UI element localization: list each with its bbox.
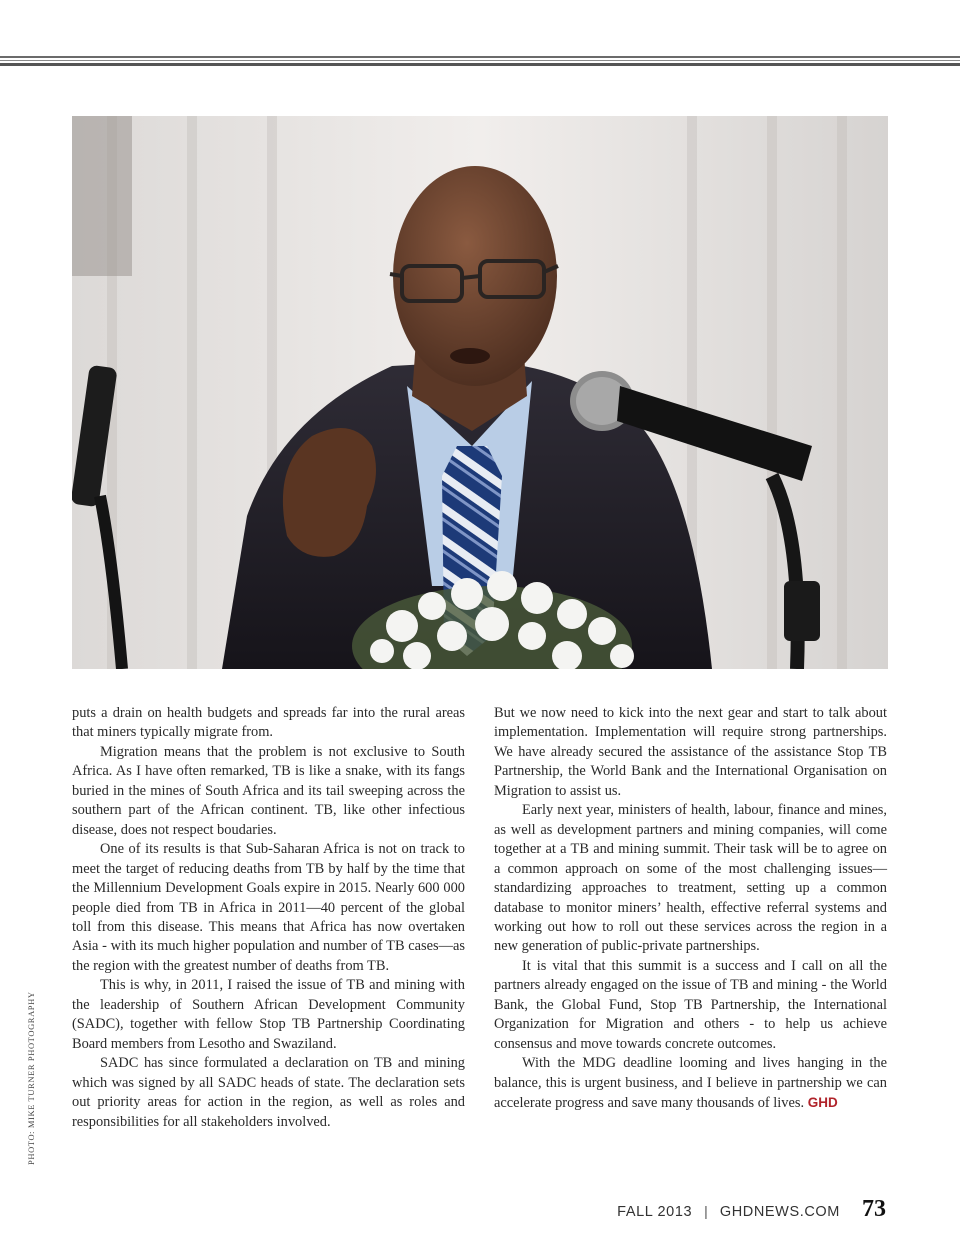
issue-label: FALL 2013 bbox=[617, 1204, 693, 1220]
paragraph: But we now need to kick into the next gear and start to talk about implementation. Implementation will require strong partnerships. We have already secured the assistance of the assistance Stop TB Partnership, the World Bank and the International Organisation on Migration to assist us. bbox=[494, 705, 887, 799]
page-footer bbox=[617, 1196, 886, 1223]
speaker-photo-illustration bbox=[72, 116, 888, 669]
paragraph: Early next year, ministers of health, labour, finance and mines, as well as development partners and mining companies, will come together at a TB and mining summit. Their task will be to agree on a common approach on some of the most challenging issues—standardizing approaches to treatment, setting up a common database to monitor miners’ health, effective referral systems and working out how to roll out these services across the region in a new generation of public-private partnerships. bbox=[494, 802, 887, 955]
paragraph: SADC has since formulated a declaration on TB and mining which was signed by all SADC heads of state. The declaration sets out priority areas for action in the region, as well as roles and responsibilities for all stakeholders involved. bbox=[72, 1055, 465, 1130]
site-link[interactable]: GHDNEWS.COM bbox=[719, 1204, 840, 1220]
article-column-left bbox=[72, 704, 465, 1132]
article-photo bbox=[72, 116, 888, 669]
paragraph: It is vital that this summit is a success and I call on all the partners already engaged on the issue of TB and mining - the World Bank, the Global Fund, Stop TB Partnership, the International Organization for Migration and others - to help us achieve consensus and move towards concrete outcomes. bbox=[494, 957, 887, 1052]
paragraph: This is why, in 2011, I raised the issue of TB and mining with the leadership of Southern African Development Community (SADC), together with fellow Stop TB Partnership Coordinating Board members from Lesotho and Swaziland. bbox=[72, 977, 465, 1052]
article-column-right bbox=[494, 704, 887, 1114]
paragraph-text: With the MDG deadline looming and lives hanging in the balance, this is urgent business, and I believe in partnership we can accelerate progress and save many thousands of lives. bbox=[494, 1055, 887, 1112]
paragraph-final bbox=[494, 1054, 887, 1113]
header-rules bbox=[0, 56, 960, 68]
page-number: 73 bbox=[862, 1196, 886, 1222]
paragraph: puts a drain on health budgets and spreads far into the rural areas that miners typically migrate from. bbox=[72, 705, 465, 741]
paragraph: Migration means that the problem is not exclusive to South Africa. As I have often remarked, TB is like a snake, with its fangs buried in the mines of South Africa and its tail sweeping across the southern part of the African continent. TB, like other infectious disease, does not respect boudaries. bbox=[72, 743, 465, 838]
paragraph: One of its results is that Sub-Saharan Africa is not on track to meet the target of reducing deaths from TB by half by the time that the Millennium Development Goals expire in 2015. Nearly 600 000 people died from TB in Africa in 2011—40 percent of the global toll from this disease. This means that Africa has now overtaken Asia - with its much higher population and number of TB cases—as the region with the greatest number of deaths from TB. bbox=[72, 841, 465, 974]
photo-credit: PHOTO: MIKE TURNER PHOTOGRAPHY bbox=[26, 991, 36, 1165]
footer-separator: | bbox=[704, 1203, 708, 1219]
signoff-mark: GHD bbox=[807, 1095, 838, 1111]
